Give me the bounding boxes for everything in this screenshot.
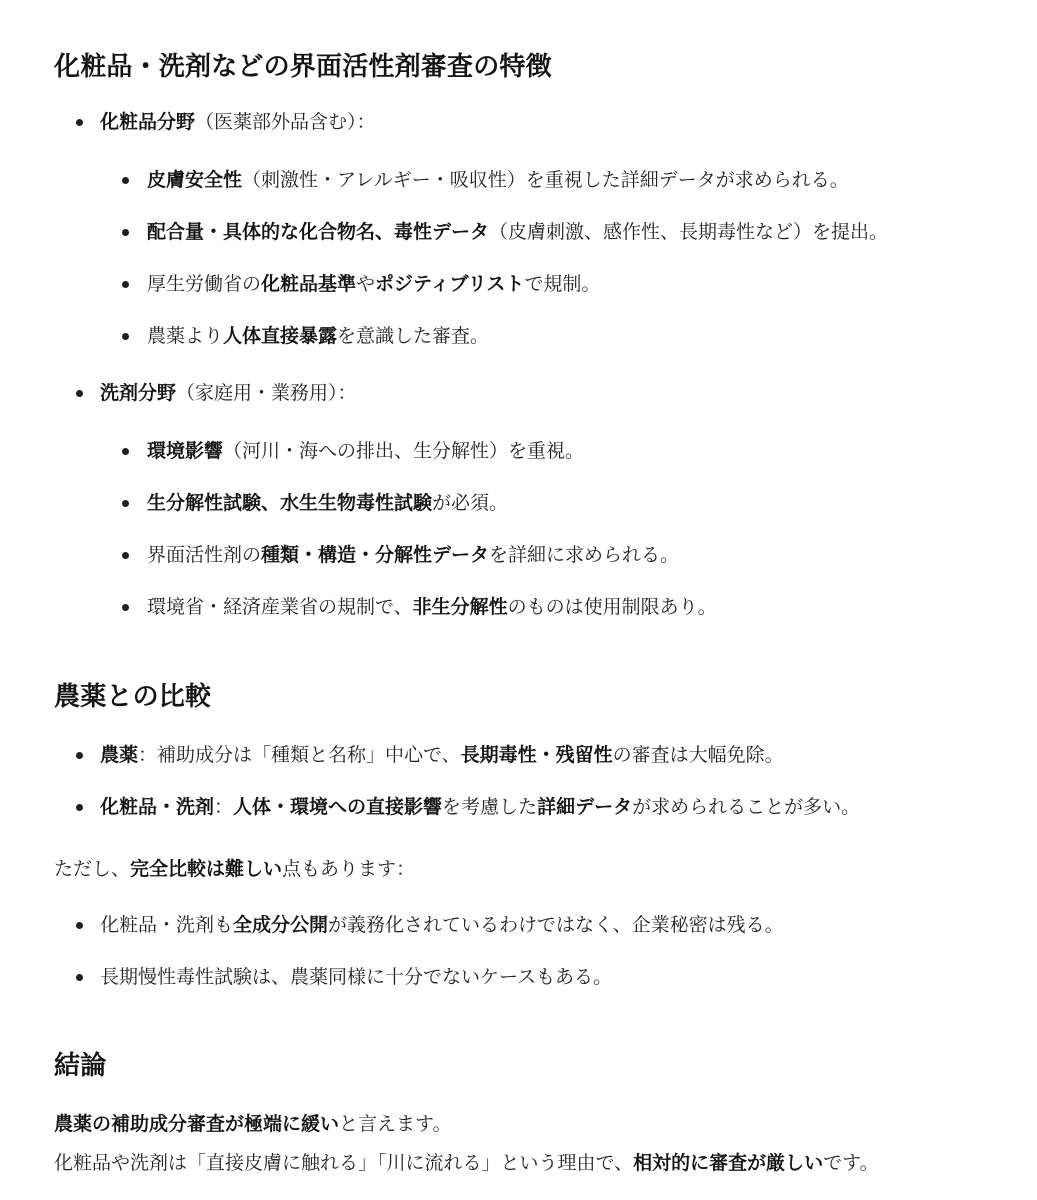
bullet-icon [122,448,129,455]
list-item [147,218,888,246]
text: 界面活性剤の [147,544,262,566]
list-item [147,322,489,350]
bullet-icon [122,552,129,559]
bold-text: 農薬 [100,744,139,766]
bullet-icon [122,281,129,288]
bullet-icon [122,229,129,236]
bold-text: 化粧品・洗剤 [100,796,215,818]
category-label-rest: （医薬部外品含む）： [195,111,376,133]
text: と言えます。 [339,1113,452,1135]
bold-text: 相対的に審査が厳しい [633,1152,824,1174]
bullet-icon [122,604,129,611]
bold-text: ポジティブリスト [375,273,525,295]
bullet-icon [76,119,83,126]
bullet-icon [122,333,129,340]
text: を詳細に求められる。 [489,544,680,566]
category-label-rest: （家庭用・業務用）： [176,382,357,404]
bold-text: 詳細データ [537,796,633,818]
bold-text: 人体直接暴露 [223,325,338,347]
bullet-icon [122,500,129,507]
text: 環境省・経済産業省の規制で、 [147,596,413,618]
text: ： [214,796,234,818]
text: （皮膚刺激、感作性、長期毒性など）を提出。 [489,221,889,243]
list-item [100,793,860,821]
text: 厚生労働省の [147,273,262,295]
list-item [100,741,784,769]
bullet-icon [76,752,83,759]
text: が求められることが多い。 [632,796,861,818]
bold-text: 農薬の補助成分審査が極端に緩い [54,1113,340,1135]
text: です。 [823,1152,879,1174]
text: や [356,273,376,295]
text: が必須。 [432,492,509,514]
section-heading-comparison: 農薬との比較 [54,682,212,712]
text: （刺激性・アレルギー・吸収性）を重視した詳細データが求められる。 [242,169,849,191]
bold-text: 配合量・具体的な化合物名、毒性データ [147,221,490,243]
list-item [147,166,849,194]
text: のものは使用制限あり。 [507,596,717,618]
conclusion-line [54,1110,452,1138]
bullet-icon [122,177,129,184]
text: 長期慢性毒性試験は、農薬同様に十分でないケースもある。 [100,966,613,988]
bold-text: 人体・環境への直接影響 [233,796,443,818]
bold-text: 化粧品基準 [261,273,357,295]
note-paragraph [54,855,415,883]
bold-text: 長期毒性・残留性 [460,744,613,766]
text: ただし、 [54,858,131,880]
bold-text: 種類・構造・分解性データ [261,544,490,566]
bold-text: 完全比較は難しい [130,858,283,880]
bold-text: 非生分解性 [412,596,508,618]
text: 農薬より [147,325,224,347]
list-item [147,270,600,298]
text: 点もあります： [282,858,416,880]
list-item [147,489,508,517]
section-heading-features: 化粧品・洗剤などの界面活性剤審査の特徴 [54,52,552,82]
conclusion-line [54,1149,879,1177]
text: 化粧品・洗剤も [100,914,234,936]
section-heading-conclusion: 結論 [54,1051,107,1081]
bullet-icon [76,974,83,981]
category-detergent [100,379,357,407]
bullet-icon [76,390,83,397]
list-item [147,541,679,569]
category-label-bold: 洗剤分野 [100,382,177,404]
category-label-bold: 化粧品分野 [100,111,196,133]
bold-text: 皮膚安全性 [147,169,243,191]
text: の審査は大幅免除。 [612,744,784,766]
list-item [100,911,784,939]
list-item [147,593,717,621]
list-item [100,963,612,991]
category-cosmetics [100,108,376,136]
list-item [147,437,584,465]
bullet-icon [76,922,83,929]
bold-text: 生分解性試験、水生生物毒性試験 [147,492,433,514]
text: ：補助成分は「種類と名称」中心で、 [138,744,461,766]
bold-text: 全成分公開 [233,914,329,936]
bold-text: 環境影響 [147,440,224,462]
bullet-icon [76,804,83,811]
text: で規制。 [524,273,601,295]
text: （河川・海への排出、生分解性）を重視。 [223,440,585,462]
text: が義務化されているわけではなく、企業秘密は残る。 [328,914,784,936]
text: 化粧品や洗剤は「直接皮膚に触れる」「川に流れる」という理由で、 [54,1152,634,1174]
text: を意識した審査。 [337,325,490,347]
text: を考慮した [442,796,538,818]
